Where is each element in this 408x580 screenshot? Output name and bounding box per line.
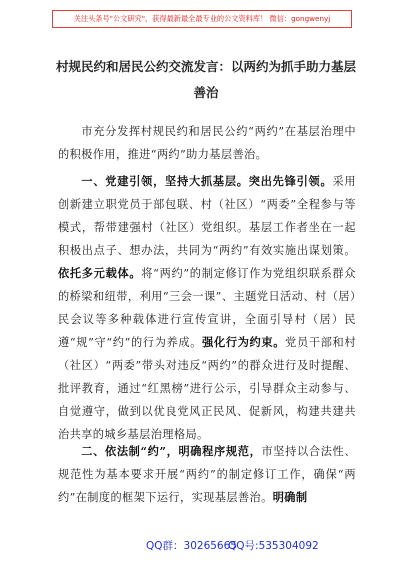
section1-sub3: 强化行为约束。 [202, 335, 286, 349]
intro-paragraph [58, 120, 356, 166]
section2-heading: 二、依法制“约”，明确程序规范， [81, 444, 262, 458]
qq-number-link[interactable]: QQ号:535304092 [228, 540, 319, 552]
section2-sub: 明确制 [272, 490, 308, 504]
section2-paragraph [58, 440, 356, 509]
section1-text2: 将“两约”的制定修订作为党组织联系群众的桥梁和纽带，利用“三会一课”、主题党日活动、村（居）民会议等多种载体进行宣传宣讲，全面引导村（居）民遵“规”守“约”的行为养成。 [58, 267, 356, 349]
qq-group-link[interactable]: QQ群：30265665 [146, 540, 237, 552]
section2-text: 市坚持以合法性、规范性为基本要求开展“两约”的制定修订工作，确保“两约”在制度的框架下运行，实现基层善治。 [58, 445, 357, 504]
top-banner: 关注头条号"公文研究"，获得最新最全最专业的公文资料库！ 微信：gongwenyj [52, 10, 352, 28]
document-title: 村规民约和居民公约交流发言：以两约为抓手助力基层善治 [56, 59, 357, 100]
section1-heading: 一、党建引领，坚持大抓基层。突出先锋引领。 [81, 174, 333, 188]
section1-paragraph [58, 170, 356, 446]
intro-text: 市充分发挥村规民约和居民公约“两约”在基层治理中的积极作用，推进“两约”助力基层善治。 [58, 125, 356, 161]
section1-sub2: 依托多元载体。 [58, 266, 142, 280]
section1-text1: 采用创新建立职党员于部包联、村（社区）“两委”全程参与等模式，帮带建强村（社区）党组织。基层工作者坐在一起积极出点子、想办法，共同为“两约”有效实施出谋划策。 [58, 175, 356, 257]
section1-text3: 党员干部和村（社区）“两委”带头对违反“两约”的群众进行及时提醒、批评教育，通过“红黑榜”进行公示，引导群众主动参与、自觉遵守，做到以优良党风正民风、促新风，构建共建共治共享的城乡基层治理格局。 [58, 336, 356, 441]
